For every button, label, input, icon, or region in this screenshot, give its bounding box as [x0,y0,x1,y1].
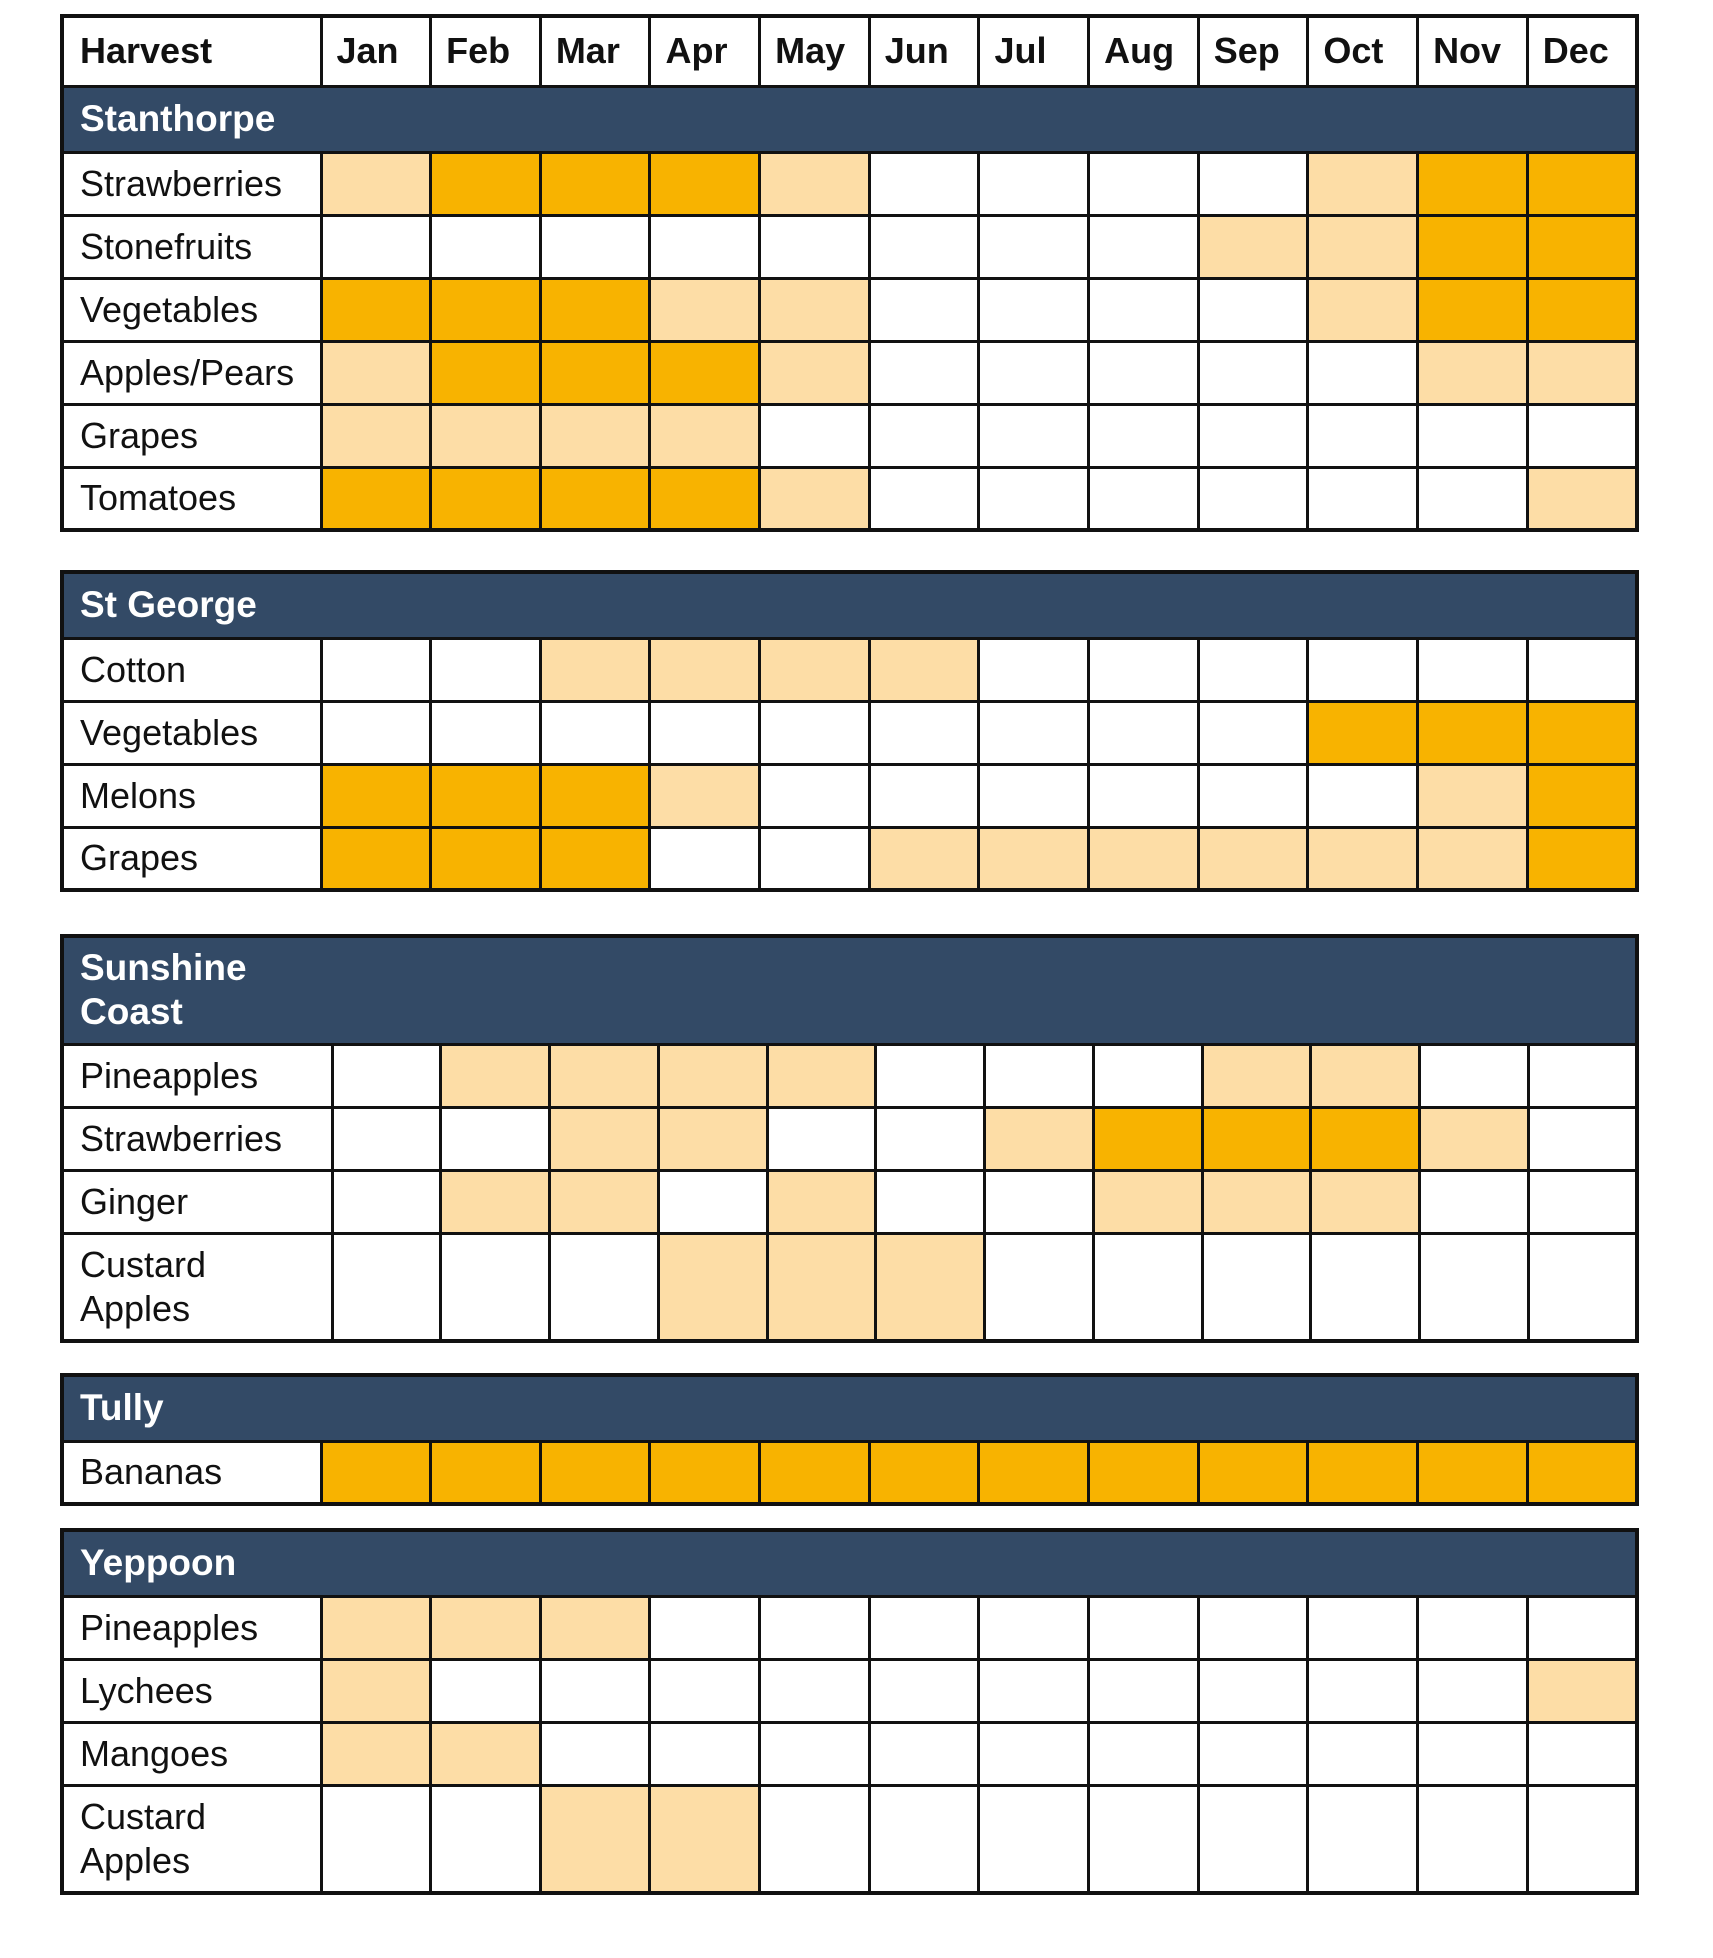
season-cell-may [760,215,870,278]
season-cell-jul [979,404,1089,467]
season-cell-sep [1198,467,1308,530]
season-cell-may [760,467,870,530]
crop-row [62,341,1637,404]
season-cell-oct [1308,1785,1418,1893]
region-table-st-george [60,570,1639,892]
season-cell-sep [1198,701,1308,764]
region-name: Tully [62,1375,1637,1441]
season-cell-may [767,1044,876,1107]
season-cell-jul [979,215,1089,278]
season-cell-jan [321,467,431,530]
season-cell-mar [540,278,650,341]
season-cell-jun [876,1233,985,1341]
season-cell-jun [869,404,979,467]
season-cell-aug [1093,1107,1202,1170]
season-cell-nov [1418,467,1528,530]
crop-row [62,1107,1637,1170]
season-cell-jan [321,341,431,404]
season-cell-feb [431,701,541,764]
season-cell-jul [979,827,1089,890]
season-cell-jun [869,1659,979,1722]
season-cell-dec [1527,152,1637,215]
crop-label: Ginger [62,1170,332,1233]
season-cell-jan [321,701,431,764]
season-cell-apr [658,1107,767,1170]
season-cell-aug [1089,467,1199,530]
season-cell-jun [869,1441,979,1504]
season-cell-mar [540,1441,650,1504]
season-cell-jun [869,215,979,278]
season-cell-jan [332,1044,441,1107]
season-cell-sep [1202,1044,1311,1107]
region-header-row [62,936,1637,1044]
season-cell-jun [869,467,979,530]
season-cell-jul [985,1107,1094,1170]
season-cell-nov [1420,1044,1529,1107]
crop-row [62,1785,1637,1893]
season-cell-apr [650,341,760,404]
crop-label: Custard Apples [62,1233,332,1341]
season-cell-mar [540,341,650,404]
season-cell-dec [1527,764,1637,827]
season-cell-jan [321,764,431,827]
season-cell-aug [1089,701,1199,764]
season-cell-feb [431,1596,541,1659]
season-cell-nov [1418,404,1528,467]
season-cell-jun [869,1722,979,1785]
season-cell-feb [431,764,541,827]
season-cell-mar [540,827,650,890]
season-cell-jan [332,1107,441,1170]
crop-row [62,701,1637,764]
season-cell-sep [1198,827,1308,890]
season-cell-jul [979,1659,1089,1722]
crop-label: Custard Apples [62,1785,321,1893]
crop-label: Cotton [62,638,321,701]
crop-label: Grapes [62,404,321,467]
season-cell-aug [1089,827,1199,890]
season-cell-feb [431,827,541,890]
season-cell-apr [658,1170,767,1233]
season-cell-mar [540,638,650,701]
season-cell-jul [979,1441,1089,1504]
month-header-row [62,16,1637,86]
season-cell-sep [1202,1107,1311,1170]
crop-row [62,152,1637,215]
season-cell-apr [650,1785,760,1893]
season-cell-nov [1418,638,1528,701]
season-cell-mar [540,1785,650,1893]
season-cell-dec [1527,1596,1637,1659]
season-cell-sep [1198,341,1308,404]
crop-label: Pineapples [62,1044,332,1107]
season-cell-apr [658,1044,767,1107]
season-cell-dec [1527,278,1637,341]
season-cell-jun [869,701,979,764]
region-table-sunshine-coast [60,934,1639,1343]
season-cell-aug [1089,341,1199,404]
season-cell-jan [321,638,431,701]
season-cell-mar [550,1170,659,1233]
season-cell-jun [876,1044,985,1107]
season-cell-sep [1202,1233,1311,1341]
season-cell-sep [1198,1441,1308,1504]
season-cell-jun [869,827,979,890]
crop-row [62,278,1637,341]
crop-row [62,1233,1637,1341]
month-label-dec: Dec [1527,16,1637,86]
region-table-tully [60,1373,1639,1506]
season-cell-mar [550,1107,659,1170]
season-cell-jun [869,341,979,404]
season-cell-apr [650,764,760,827]
month-label-oct: Oct [1308,16,1418,86]
season-cell-aug [1089,638,1199,701]
season-cell-apr [650,1441,760,1504]
season-cell-jul [979,152,1089,215]
season-cell-sep [1198,638,1308,701]
season-cell-nov [1418,1659,1528,1722]
season-cell-sep [1202,1170,1311,1233]
crop-row [62,1170,1637,1233]
season-cell-jun [876,1170,985,1233]
crop-row [62,1441,1637,1504]
season-cell-oct [1308,1659,1418,1722]
season-cell-apr [658,1233,767,1341]
month-label-jun: Jun [869,16,979,86]
season-cell-jul [979,278,1089,341]
region-name: St George [62,572,1637,638]
month-label-sep: Sep [1198,16,1308,86]
region-header-row [62,572,1637,638]
season-cell-feb [431,1659,541,1722]
season-cell-jan [321,404,431,467]
crop-label: Stonefruits [62,215,321,278]
season-cell-feb [441,1044,550,1107]
season-cell-oct [1308,152,1418,215]
region-header-row [62,1530,1637,1596]
crop-label: Melons [62,764,321,827]
season-cell-aug [1089,1596,1199,1659]
month-label-may: May [760,16,870,86]
season-cell-jul [979,1722,1089,1785]
season-cell-jun [869,278,979,341]
season-cell-nov [1418,827,1528,890]
season-cell-nov [1418,1785,1528,1893]
season-cell-aug [1089,404,1199,467]
season-cell-mar [550,1044,659,1107]
season-cell-jul [979,467,1089,530]
season-cell-dec [1527,1785,1637,1893]
season-cell-nov [1420,1233,1529,1341]
season-cell-dec [1527,341,1637,404]
crop-row [62,1722,1637,1785]
crop-row [62,1659,1637,1722]
season-cell-aug [1089,1785,1199,1893]
season-cell-nov [1418,1441,1528,1504]
season-cell-nov [1420,1107,1529,1170]
season-cell-feb [431,152,541,215]
season-cell-jul [985,1233,1094,1341]
season-cell-may [760,827,870,890]
season-cell-aug [1089,215,1199,278]
season-cell-feb [431,1785,541,1893]
season-cell-aug [1093,1170,1202,1233]
season-cell-jan [321,278,431,341]
season-cell-apr [650,467,760,530]
season-cell-apr [650,278,760,341]
season-cell-may [760,341,870,404]
season-cell-oct [1308,638,1418,701]
region-table-yeppoon [60,1528,1639,1895]
region-header-row [62,1375,1637,1441]
season-cell-mar [540,1596,650,1659]
season-cell-feb [431,638,541,701]
season-cell-mar [540,404,650,467]
season-cell-nov [1418,152,1528,215]
season-cell-dec [1527,404,1637,467]
season-cell-feb [431,1441,541,1504]
crop-label: Tomatoes [62,467,321,530]
season-cell-jul [979,764,1089,827]
season-cell-oct [1308,278,1418,341]
season-cell-feb [431,1722,541,1785]
season-cell-aug [1093,1233,1202,1341]
season-cell-oct [1308,701,1418,764]
crop-label: Apples/Pears [62,341,321,404]
month-label-feb: Feb [431,16,541,86]
season-cell-jul [985,1044,1094,1107]
season-cell-may [760,1596,870,1659]
season-cell-nov [1418,1596,1528,1659]
season-cell-jan [321,1722,431,1785]
harvest-header: Harvest [62,16,321,86]
season-cell-dec [1527,1659,1637,1722]
season-cell-jun [869,152,979,215]
season-cell-jan [321,152,431,215]
season-cell-aug [1093,1044,1202,1107]
season-cell-oct [1311,1044,1420,1107]
season-cell-jan [321,215,431,278]
season-cell-feb [431,278,541,341]
season-cell-dec [1527,827,1637,890]
crop-row [62,404,1637,467]
season-cell-jun [876,1107,985,1170]
crop-row [62,827,1637,890]
season-cell-mar [540,1659,650,1722]
season-cell-dec [1527,467,1637,530]
season-cell-jan [321,1441,431,1504]
season-cell-aug [1089,278,1199,341]
season-cell-jan [321,1596,431,1659]
crop-label: Lychees [62,1659,321,1722]
region-table-stanthorpe [60,14,1639,532]
season-cell-oct [1308,215,1418,278]
season-cell-may [760,764,870,827]
crop-row [62,638,1637,701]
season-cell-oct [1308,1722,1418,1785]
season-cell-feb [431,215,541,278]
region-header-row [62,86,1637,152]
season-cell-jul [979,701,1089,764]
season-cell-dec [1527,701,1637,764]
season-cell-may [767,1233,876,1341]
region-name: Yeppoon [62,1530,1637,1596]
season-cell-may [760,152,870,215]
season-cell-mar [540,467,650,530]
season-cell-feb [431,467,541,530]
region-name: Sunshine Coast [62,936,1637,1044]
season-cell-sep [1198,764,1308,827]
season-cell-dec [1528,1044,1637,1107]
crop-row [62,1044,1637,1107]
season-cell-jan [321,1659,431,1722]
season-cell-oct [1311,1107,1420,1170]
month-label-mar: Mar [540,16,650,86]
month-label-jan: Jan [321,16,431,86]
crop-row [62,467,1637,530]
season-cell-jun [869,638,979,701]
crop-label: Grapes [62,827,321,890]
season-cell-aug [1089,1659,1199,1722]
season-cell-jul [979,341,1089,404]
season-cell-jul [979,1785,1089,1893]
season-cell-oct [1311,1233,1420,1341]
season-cell-aug [1089,1722,1199,1785]
month-label-jul: Jul [979,16,1089,86]
season-cell-aug [1089,764,1199,827]
season-cell-may [767,1107,876,1170]
season-cell-feb [441,1233,550,1341]
season-cell-nov [1418,341,1528,404]
season-cell-may [760,1785,870,1893]
season-cell-dec [1528,1170,1637,1233]
season-cell-feb [431,404,541,467]
crop-label: Vegetables [62,278,321,341]
season-cell-sep [1198,1659,1308,1722]
crop-label: Vegetables [62,701,321,764]
season-cell-sep [1198,215,1308,278]
month-label-aug: Aug [1089,16,1199,86]
crop-row [62,764,1637,827]
season-cell-oct [1308,467,1418,530]
season-cell-dec [1527,1722,1637,1785]
season-cell-sep [1198,1722,1308,1785]
season-cell-may [760,1441,870,1504]
season-cell-oct [1311,1170,1420,1233]
season-cell-jun [869,764,979,827]
season-cell-may [760,404,870,467]
season-cell-may [760,638,870,701]
season-cell-apr [650,1596,760,1659]
season-cell-sep [1198,278,1308,341]
season-cell-oct [1308,827,1418,890]
crop-label: Pineapples [62,1596,321,1659]
season-cell-dec [1527,638,1637,701]
season-cell-apr [650,1659,760,1722]
season-cell-feb [441,1107,550,1170]
season-cell-dec [1527,215,1637,278]
season-cell-nov [1420,1170,1529,1233]
season-cell-apr [650,404,760,467]
crop-row [62,215,1637,278]
season-cell-mar [540,152,650,215]
season-cell-may [767,1170,876,1233]
season-cell-jun [869,1785,979,1893]
region-name: Stanthorpe [62,86,1637,152]
season-cell-jun [869,1596,979,1659]
season-cell-mar [540,764,650,827]
crop-row [62,1596,1637,1659]
season-cell-oct [1308,1441,1418,1504]
season-cell-feb [441,1170,550,1233]
season-cell-may [760,1659,870,1722]
season-cell-mar [540,1722,650,1785]
season-cell-dec [1528,1107,1637,1170]
season-cell-apr [650,152,760,215]
season-cell-sep [1198,1785,1308,1893]
season-cell-oct [1308,764,1418,827]
month-label-apr: Apr [650,16,760,86]
season-cell-nov [1418,278,1528,341]
season-cell-sep [1198,404,1308,467]
season-cell-mar [550,1233,659,1341]
season-cell-nov [1418,215,1528,278]
season-cell-jan [321,1785,431,1893]
season-cell-jul [985,1170,1094,1233]
crop-label: Strawberries [62,152,321,215]
season-cell-mar [540,701,650,764]
crop-label: Bananas [62,1441,321,1504]
season-cell-nov [1418,701,1528,764]
season-cell-nov [1418,1722,1528,1785]
season-cell-jul [979,638,1089,701]
crop-label: Strawberries [62,1107,332,1170]
season-cell-oct [1308,341,1418,404]
season-cell-apr [650,701,760,764]
season-cell-aug [1089,152,1199,215]
season-cell-sep [1198,1596,1308,1659]
season-cell-sep [1198,152,1308,215]
season-cell-may [760,1722,870,1785]
season-cell-jan [332,1233,441,1341]
season-cell-dec [1528,1233,1637,1341]
season-cell-dec [1527,1441,1637,1504]
season-cell-nov [1418,764,1528,827]
season-cell-may [760,701,870,764]
season-cell-apr [650,1722,760,1785]
season-cell-jan [321,827,431,890]
crop-label: Mangoes [62,1722,321,1785]
season-cell-mar [540,215,650,278]
season-cell-apr [650,827,760,890]
season-cell-may [760,278,870,341]
month-label-nov: Nov [1418,16,1528,86]
season-cell-aug [1089,1441,1199,1504]
season-cell-feb [431,341,541,404]
season-cell-apr [650,215,760,278]
season-cell-oct [1308,1596,1418,1659]
season-cell-jan [332,1170,441,1233]
season-cell-apr [650,638,760,701]
season-cell-jul [979,1596,1089,1659]
season-cell-oct [1308,404,1418,467]
